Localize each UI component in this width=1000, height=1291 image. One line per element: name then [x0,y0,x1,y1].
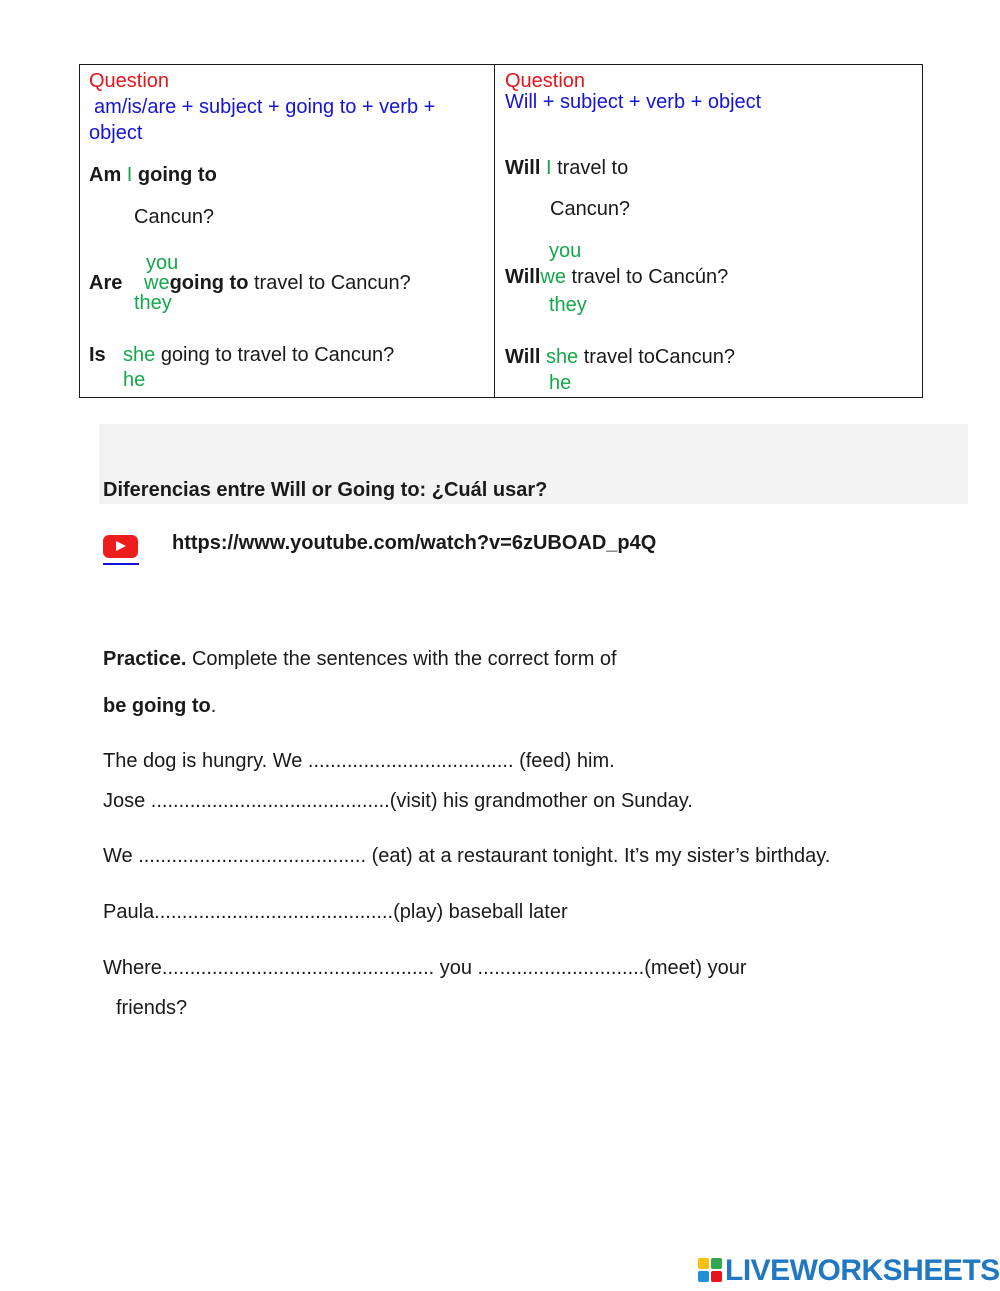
will1-pronoun: I [545,157,552,179]
practice-instruction [103,648,617,671]
is-pronoun-she: she [123,344,156,366]
practice-label: Practice. [103,648,187,670]
am-sentence-cont: Cancun? [134,206,215,228]
will-sentence-3 [505,346,735,369]
will3-pronoun-he: he [549,372,572,394]
practice-instruction-text: Complete the sentences with the correct form of [191,648,617,670]
am-pronoun: I [126,164,133,186]
exercise-sentence-1[interactable]: The dog is hungry. We ..................................... (feed) him. [103,750,615,772]
table-column-divider [494,64,495,398]
youtube-play-icon[interactable] [103,535,138,558]
right-question-heading: Question [505,70,586,92]
youtube-link[interactable]: https://www.youtube.com/watch?v=6zUBOAD_p4Q [172,532,657,554]
exercise-sentence-4[interactable]: Paula...........................................(play) baseball later [103,901,568,923]
are-aux: Are [89,272,123,294]
are-going: going to [169,272,249,294]
is-rest: going to travel to Cancun? [160,344,395,366]
will3-rest: travel toCancun? [583,346,735,368]
left-formula-line1: am/is/are + subject + going to + verb + [94,96,436,118]
will2-pronoun-they: they [549,294,587,316]
will-sentence-2 [505,266,728,289]
is-aux: Is [89,344,106,366]
video-title: Diferencias entre Will or Going to: ¿Cuál usar? [103,479,548,501]
are-sentence [144,272,411,295]
is-pronoun-he: he [123,369,146,391]
exercise-sentence-5-cont: friends? [116,997,188,1019]
will1-cont: Cancun? [550,198,631,220]
will3-pronoun-she: she [545,346,579,368]
am-rest: going to [137,164,217,186]
practice-period: . [210,695,217,717]
will2-pronoun-we: we [540,266,566,288]
will3-aux: Will [505,346,541,368]
is-sentence [123,344,394,367]
liveworksheets-wordmark: LIVEWORKSHEETS [725,1254,1000,1287]
will2-aux: Will [505,266,541,288]
will2-rest: travel to Cancún? [571,266,729,288]
are-pronoun-you: you [146,252,179,274]
will1-aux: Will [505,157,541,179]
exercise-sentence-5[interactable]: Where................................................. you ..............................(meet) your [103,957,747,979]
practice-phrase-line [103,695,216,718]
youtube-link-underline [103,563,139,565]
will-sentence-1 [505,157,628,180]
left-question-heading: Question [89,70,170,92]
are-pronoun-they: they [134,292,172,314]
right-formula: Will + subject + verb + object [505,91,762,113]
will1-rest: travel to [557,157,629,179]
exercise-sentence-3[interactable]: We ......................................... (eat) at a restaurant tonight. It’s my sister’s birthday. [103,845,831,867]
will2-pronoun-you: you [549,240,582,262]
left-formula-line2: object [89,122,143,144]
liveworksheets-blocks-icon [698,1258,722,1282]
practice-phrase: be going to [103,695,211,717]
are-pronoun-we: we [144,272,170,294]
am-sentence [89,164,217,187]
am-aux: Am [89,164,122,186]
exercise-sentence-2[interactable]: Jose ...........................................(visit) his grandmother on Sunday. [103,790,693,812]
are-rest: travel to Cancun? [254,272,411,294]
